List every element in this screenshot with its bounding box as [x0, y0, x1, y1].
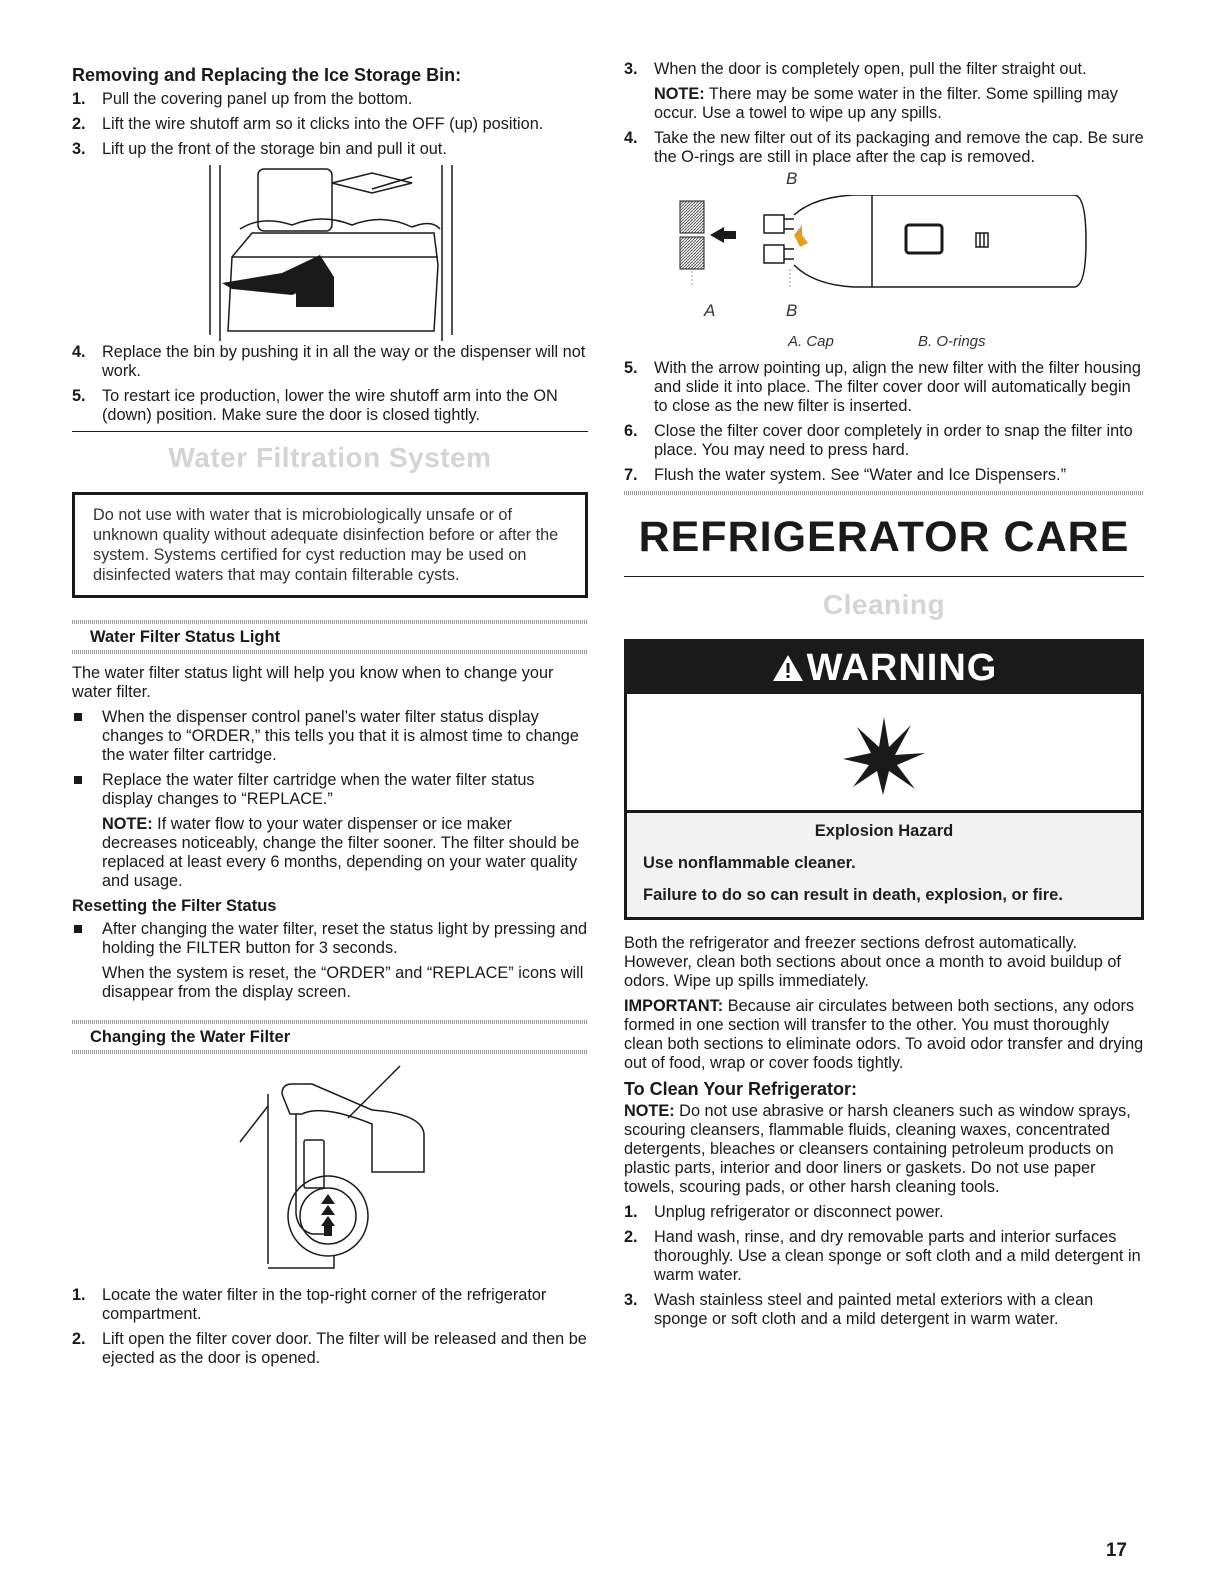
explosion-icon-area	[627, 694, 1141, 813]
warning-triangle-icon	[771, 653, 805, 683]
step-text: When the door is completely open, pull the filter straight out.	[654, 60, 1087, 78]
step-text: Lift open the filter cover door. The filter will be released and then be ejected as the door is opened.	[102, 1330, 587, 1367]
cleaning-title: Cleaning	[822, 589, 946, 620]
list-item	[624, 60, 1144, 79]
step-number: 7.	[624, 466, 638, 484]
step-text: Unplug refrigerator or disconnect power.	[654, 1203, 944, 1221]
status-note	[72, 815, 588, 891]
label-b-bottom: B	[786, 301, 798, 320]
changing-steps	[72, 1286, 588, 1368]
step-text: Hand wash, rinse, and dry removable parts and interior surfaces thoroughly. Use a clean sponge or soft cloth and a mild detergent in warm water.	[654, 1228, 1141, 1284]
step-number: 4.	[72, 343, 86, 361]
care-title: REFRIGERATOR CARE	[638, 513, 1130, 561]
warning-text	[627, 813, 1141, 917]
step-text: Locate the water filter in the top-right corner of the refrigerator compartment.	[102, 1286, 547, 1323]
step-text: With the arrow pointing up, align the new filter with the filter housing and slide it into place. The filter cover door will automatically begin to close as the new filter is inserted.	[654, 359, 1141, 415]
list-item	[72, 1286, 588, 1324]
step-text: Lift the wire shutoff arm so it clicks into the OFF (up) position.	[102, 115, 544, 133]
filter-note	[624, 85, 1144, 123]
bullet-text: When the dispenser control panel’s water filter status display changes to “ORDER,” this tells you that it is almost time to change the water filter cartridge.	[102, 708, 579, 764]
hazard-line-2: Failure to do so can result in death, explosion, or fire.	[643, 886, 1063, 904]
filter-step-4	[624, 129, 1144, 167]
list-item	[72, 90, 588, 109]
step-text: Wash stainless steel and painted metal exteriors with a clean sponge or soft cloth and a mild detergent in warm water.	[654, 1291, 1094, 1328]
step-number: 3.	[72, 140, 86, 158]
bullet-icon	[74, 925, 82, 933]
step-number: 2.	[72, 115, 86, 133]
explosion-icon	[839, 707, 929, 797]
clean-heading: To Clean Your Refrigerator:	[624, 1079, 858, 1099]
hazard-title: Explosion Hazard	[814, 822, 954, 840]
filtration-title: Water Filtration System	[168, 442, 492, 473]
note-text: There may be some water in the filter. Some spilling may occur. Use a towel to wipe up any spills.	[654, 85, 1118, 122]
step-text: Lift up the front of the storage bin and pull it out.	[102, 140, 447, 158]
step-text: Flush the water system. See “Water and Ice Dispensers.”	[654, 466, 1067, 484]
list-item	[72, 771, 588, 809]
reset-heading: Resetting the Filter Status	[72, 897, 277, 915]
list-item	[72, 1330, 588, 1368]
bullet-icon	[74, 776, 82, 784]
step-number: 2.	[72, 1330, 86, 1348]
warning-header	[627, 642, 1141, 694]
status-light-heading: Water Filter Status Light	[90, 628, 281, 646]
hazard-line-1: Use nonflammable cleaner.	[643, 854, 856, 872]
warning-box	[624, 639, 1144, 920]
boxed-notice: Do not use with water that is microbiologically unsafe or of unknown quality without adequate disinfection before or after the system. Systems certified for cyst reduction may be used on disinfected waters that may contain filterable cysts.	[72, 492, 588, 598]
page-number: 17	[1105, 1540, 1127, 1561]
list-item	[624, 129, 1144, 167]
reset-bullets	[72, 920, 588, 958]
note-label: NOTE:	[654, 85, 705, 103]
note-label: NOTE:	[102, 815, 153, 833]
status-light-intro: The water filter status light will help you know when to change your water filter.	[72, 664, 554, 701]
important-text: Because air circulates between both sections, any odors formed in one section will transfer to the other. You must thoroughly clean both sections to eliminate odors. To avoid odor transfer and drying out of food, wrap or cover foods tightly.	[624, 997, 1144, 1072]
list-item	[624, 1228, 1144, 1285]
ice-bin-illustration	[72, 165, 588, 343]
right-column	[624, 60, 1144, 1335]
filter-cartridge-illustration	[624, 195, 1144, 315]
caption-cap: A. Cap	[788, 333, 834, 350]
list-item	[72, 708, 588, 765]
label-b-top: B	[786, 169, 798, 188]
bullet-text: After changing the water filter, reset the status light by pressing and holding the FILTER button for 3 seconds.	[102, 920, 588, 957]
filter-steps-top	[624, 60, 1144, 79]
important-para	[624, 997, 1144, 1073]
bullet-icon	[74, 713, 82, 721]
reset-follow: When the system is reset, the “ORDER” and “REPLACE” icons will disappear from the display screen.	[102, 964, 584, 1001]
hatch-rule	[624, 491, 1144, 495]
step-text: Replace the bin by pushing it in all the way or the dispenser will not work.	[102, 343, 586, 380]
step-number: 6.	[624, 422, 638, 440]
note-label: NOTE:	[624, 1102, 675, 1120]
ice-bin-heading: Removing and Replacing the Ice Storage Bin:	[72, 65, 462, 85]
divider	[624, 576, 1144, 577]
step-number: 3.	[624, 60, 638, 78]
list-item	[624, 1291, 1144, 1329]
step-text: Close the filter cover door completely in order to snap the filter into place. You may need to press hard.	[654, 422, 1133, 459]
changing-heading: Changing the Water Filter	[90, 1028, 291, 1046]
ice-bin-steps	[72, 90, 588, 159]
cleaning-para-1: Both the refrigerator and freezer sections defrost automatically. However, clean both sections about once a month to avoid buildup of odors. Wipe up spills immediately.	[624, 934, 1121, 990]
step-number: 5.	[72, 387, 86, 405]
status-bullets	[72, 708, 588, 809]
list-item	[72, 115, 588, 134]
list-item	[624, 359, 1144, 416]
step-text: Pull the covering panel up from the bottom.	[102, 90, 413, 108]
step-number: 4.	[624, 129, 638, 147]
list-item	[624, 1203, 1144, 1222]
note-text: If water flow to your water dispenser or ice maker decreases noticeably, change the filter sooner. The filter should be replaced at least every 6 months, depending on your water quality and usage.	[102, 815, 580, 890]
step-number: 5.	[624, 359, 638, 377]
step-text: To restart ice production, lower the wire shutoff arm into the ON (down) position. Make sure the door is closed tightly.	[102, 387, 558, 424]
filter-diagram	[624, 169, 1144, 359]
ice-bin-steps-after	[72, 343, 588, 425]
filter-housing-illustration	[72, 1054, 588, 1286]
list-item	[72, 140, 588, 159]
divider	[72, 431, 588, 432]
clean-steps	[624, 1203, 1144, 1329]
list-item	[624, 422, 1144, 460]
step-number: 3.	[624, 1291, 638, 1309]
list-item	[72, 387, 588, 425]
step-text: Take the new filter out of its packaging and remove the cap. Be sure the O-rings are still in place after the cap is removed.	[654, 129, 1144, 166]
step-number: 1.	[72, 90, 86, 108]
warning-label: WARNING	[806, 647, 998, 689]
caption-orings: B. O-rings	[918, 333, 986, 350]
list-item	[624, 466, 1144, 485]
note-text: Do not use abrasive or harsh cleaners such as window sprays, scouring cleansers, flammable fluids, cleaning waxes, concentrated detergents, bleaches or cleansers containing petroleum products on plastic parts, interior and door liners or gaskets. Do not use paper towels, scouring pads, or other harsh cleaning tools.	[624, 1102, 1131, 1196]
list-item	[72, 343, 588, 381]
filter-steps-after	[624, 359, 1144, 485]
bullet-text: Replace the water filter cartridge when the water filter status display changes to “REPLACE.”	[102, 771, 535, 808]
step-number: 2.	[624, 1228, 638, 1246]
label-a: A	[704, 301, 716, 320]
left-column	[72, 60, 588, 1374]
hatch-rule	[72, 650, 588, 654]
important-label: IMPORTANT:	[624, 997, 724, 1015]
list-item	[72, 920, 588, 958]
clean-note	[624, 1102, 1144, 1197]
step-number: 1.	[72, 1286, 86, 1304]
step-number: 1.	[624, 1203, 638, 1221]
